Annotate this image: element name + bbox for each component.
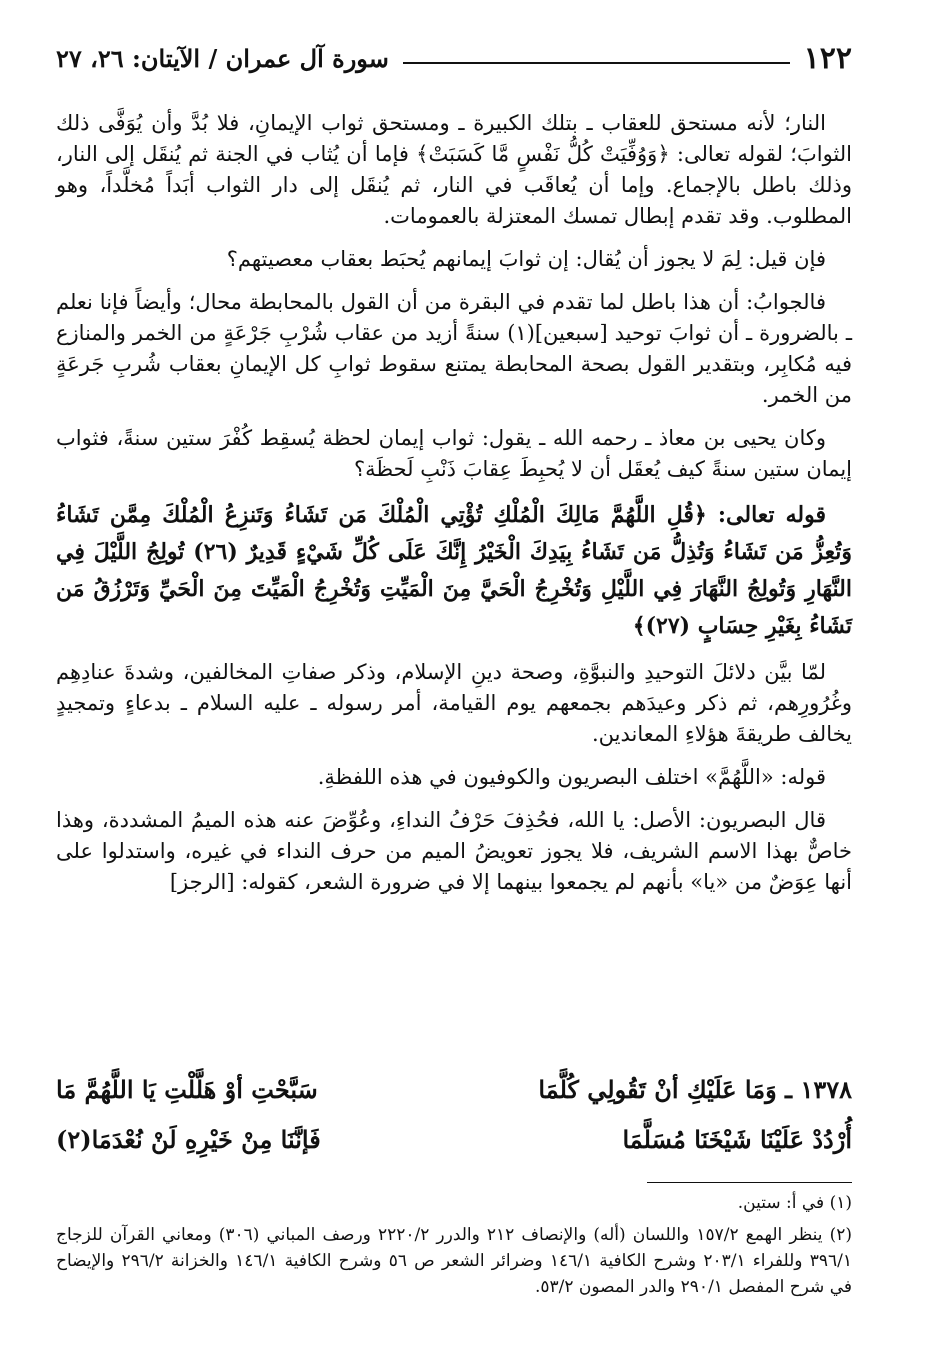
- page-number: ١٢٢: [803, 40, 852, 76]
- header-rule: [403, 62, 790, 64]
- hemistich-first: أُرْدُدْ عَلَيْنَا شَيْخَنَا مُسَلَّمَا: [622, 1124, 852, 1154]
- paragraph: فالجوابُ: أن هذا باطل لما تقدم في البقرة من أن القول بالمحابطة محال؛ وأيضاً فإنا نعلم ـ بالضرورة ـ أن ثوابَ توحيد [سبعين](١) سنةً أزيد من عقاب شُرْبِ جَرْعَةٍ من الخمر والمنازع فيه مُكابِر، وبتقدير القول بصحة المحابطة يمتنع سقوط ثوابِ كل الإيمانِ بعقاب شُربِ جَرعَةٍ من الخمر.: [56, 290, 852, 407]
- hemistich-second: سَبَّحْتِ أوْ هَلَّلْتِ يَا اللَّهُمَّ مَا: [56, 1074, 318, 1104]
- paragraph: النار؛ لأنه مستحق للعقاب ـ بتلك الكبيرة ـ ومستحق ثواب الإيمانِ، فلا بُدَّ وأن يُوَفَّى ذلك الثوابَ؛ لقوله تعالى: ﴿وَوُفِّيَتْ كُلُّ نَفْسٍ مَّا كَسَبَتْ﴾ فإما أن يُثاب في الجنة ثم يُنقَل إلى النار، وذلك باطل بالإجماع. وإما أن يُعاقَب في النار، ثم يُنقَل إلى دار الثواب أبَداً مُخلَّداً، وهو المطلوب. وقد تقدم إبطال تمسك المعتزلة بالعمومات.: [56, 111, 852, 228]
- verse-line: [56, 1064, 852, 1114]
- page-header: [56, 40, 852, 76]
- paragraph: قال البصريون: الأصل: يا الله، فحُذِفَ حَرْفُ النداءِ، وعُوِّضَ عنه هذه الميمُ المشددة، وهذا خاصٌّ بهذا الاسم الشريف، فلا يجوز تعويضُ الميم من حرف النداء في غيره، واستدلوا على أنها عِوَضٌ من «يا» بأنهم لم يجمعوا بينهما إلا في ضرورة الشعر، كقوله: [الرجز]: [56, 808, 852, 894]
- hemistich-first: ١٣٧٨ ـ وَمَا عَلَيْكِ أنْ تَقُولِي كُلَّمَا: [538, 1074, 852, 1104]
- footnotes: [56, 1190, 852, 1306]
- paragraph: وكان يحيى بن معاذ ـ رحمه الله ـ يقول: ثواب إيمان لحظة يُسقِط كُفْرَ ستين سنةً، فثواب إيمان ستين سنةً كيف يُعقَل أن لا يُحبِطَ عِقابَ ذَنْبِ لَحظَة؟: [56, 426, 852, 481]
- paragraph: قوله: «اللَّهُمَّ» اختلف البصريون والكوفيون في هذه اللفظةِ.: [317, 765, 826, 789]
- quran-passage: قوله تعالى: ﴿قُلِ اللَّهُمَّ مَالِكَ الْمُلْكِ تُؤْتِي الْمُلْكَ مَن تَشَاءُ وَتَنزِعُ الْمُلْكَ مِمَّن تَشَاءُ وَتُعِزُّ مَن تَشَاءُ وَتُذِلُّ مَن تَشَاءُ بِيَدِكَ الْخَيْرُ إِنَّكَ عَلَى كُلِّ شَيْءٍ قَدِيرٌ (٢٦) تُولِجُ اللَّيْلَ فِي النَّهَارِ وَتُولِجُ النَّهَارَ فِي اللَّيْلِ وَتُخْرِجُ الْحَيَّ مِنَ الْمَيِّتِ وَتُخْرِجُ الْمَيِّتَ مِنَ الْحَيِّ وَتَرْزُقُ مَن تَشَاءُ بِغَيْرِ حِسَابٍ (٢٧)﴾: [56, 502, 852, 639]
- paragraph: فإن قيل: لِمَ لا يجوز أن يُقال: إن ثوابَ إيمانهم يُحبَط بعقاب معصيتهم؟: [226, 247, 826, 271]
- footnote-separator: [647, 1182, 852, 1183]
- poem-verses: [56, 1064, 852, 1164]
- hemistich-second: فَإنَّنَا مِنْ خَيْرِهِ لَنْ نُعْدَمَا(٢): [56, 1124, 321, 1154]
- footnote: (١) في أ: ستين.: [737, 1193, 852, 1213]
- verse-line: [56, 1114, 852, 1164]
- running-title: سورة آل عمران / الآيتان: ٢٦، ٢٧: [56, 43, 389, 73]
- footnote: (٢) ينظر الهمع ١٥٧/٢ واللسان (أله) والإنصاف ٢١٢ والدرر ٢٢٢٠/٢ ورصف المباني (٣٠٦) ومعاني القرآن للزجاج ٣٩٦/١ وللفراء ٢٠٣/١ وشرح الكافية ١٤٦/١ وضرائر الشعر ص ٥٦ وشرح الكافية ١٤٦/١ والخزانة ٢٩٦/٢ والإيضاح في شرح المفصل ٢٩٠/١ والدر المصون ٥٣/٢.: [56, 1225, 852, 1297]
- paragraph: لمّا بيَّن دلائلَ التوحيدِ والنبوَّةِ، وصحة دينِ الإسلام، وذكر صفاتِ المخالفين، وشدةَ عنادِهِم وغُرُورِهم، ثم ذكر وعيدَهم بجمعهم يوم القيامة، أمر رسوله ـ عليه السلام ـ بدعاءٍ وتمجيدٍ يخالف طريقةَ هؤلاءِ المعاندين.: [56, 660, 852, 746]
- main-text: [56, 108, 852, 910]
